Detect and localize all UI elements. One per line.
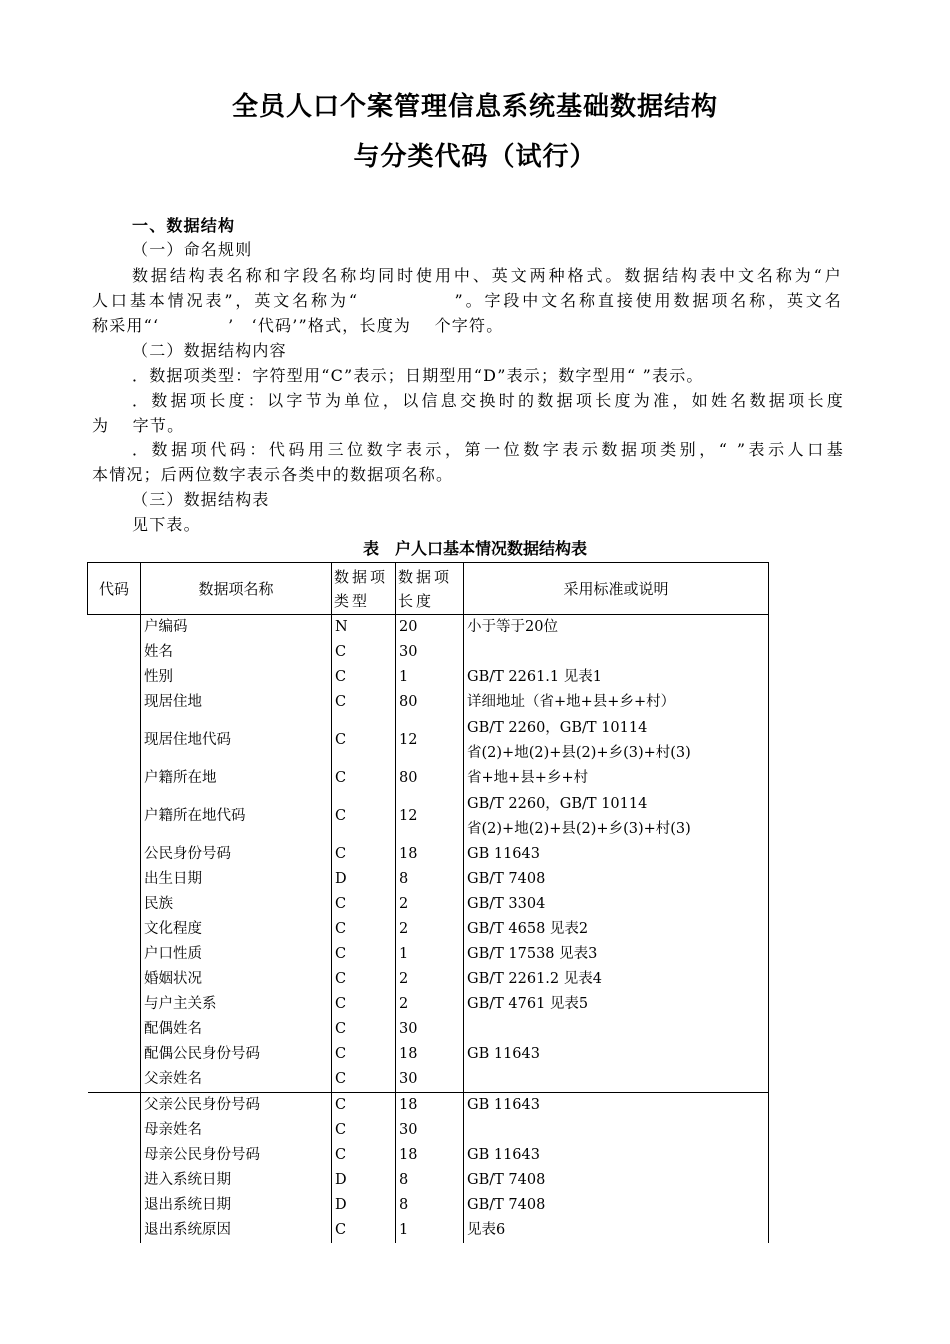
paragraph-naming-line1: 数据结构表名称和字段名称均同时使用中、英文两种格式。数据结构表中文名称为“户 (132, 266, 842, 285)
item-length-cell: 8 (396, 1168, 464, 1193)
item-note-cell (464, 640, 769, 665)
table-row (88, 1093, 769, 1119)
item-note-cell: 详细地址（省+地+县+乡+村） (464, 690, 769, 715)
header-item-length: 数据项长度 (396, 563, 464, 615)
table-row (88, 690, 769, 715)
table-row (88, 942, 769, 967)
item-type-cell: C (332, 1067, 396, 1093)
item-length-cell: 1 (396, 942, 464, 967)
item-type-cell: C (332, 1042, 396, 1067)
item-note-cell (464, 1017, 769, 1042)
paragraph-naming-line2: 人口基本情况表”，英文名称为“ ”。字段中文名称直接使用数据项名称，英文名 (92, 291, 842, 310)
code-cell (88, 1218, 141, 1243)
item-name-cell: 姓名 (141, 640, 332, 665)
paragraph-naming-line3: 称采用“‘ ’ ‘代码’”格式，长度为 个字符。 (92, 316, 504, 335)
table-row (88, 1118, 769, 1143)
item-name-cell: 母亲公民身份号码 (141, 1143, 332, 1168)
item-length-cell: 30 (396, 1067, 464, 1093)
item-note-cell: GB 11643 (464, 842, 769, 867)
item-type-cell: D (332, 1168, 396, 1193)
item-note-cell: GB/T 2261.2 见表4 (464, 967, 769, 992)
item-name-cell: 出生日期 (141, 867, 332, 892)
item-name-cell: 父亲姓名 (141, 1067, 332, 1093)
table-row (88, 1143, 769, 1168)
table-row (88, 1218, 769, 1243)
item-length-cell: 20 (396, 615, 464, 641)
item-length-cell: 12 (396, 791, 464, 842)
item-length-cell: 18 (396, 1093, 464, 1119)
header-code: 代码 (88, 563, 141, 615)
header-item-name: 数据项名称 (141, 563, 332, 615)
code-cell (88, 1143, 141, 1168)
item-note-cell: GB 11643 (464, 1143, 769, 1168)
header-item-type: 数据项类型 (332, 563, 396, 615)
item-length-cell: 30 (396, 1118, 464, 1143)
code-cell (88, 690, 141, 715)
item-type-cell: N (332, 615, 396, 641)
item-data-code-line2: 本情况；后两位数字表示各类中的数据项名称。 (92, 465, 454, 484)
subheading-structure-table: （三）数据结构表 (132, 490, 270, 509)
item-type-cell: C (332, 690, 396, 715)
item-note-cell: 小于等于20位 (464, 615, 769, 641)
table-row (88, 715, 769, 766)
item-note-cell: GB/T 4761 见表5 (464, 992, 769, 1017)
item-length-cell: 12 (396, 715, 464, 766)
table-row (88, 640, 769, 665)
table-row (88, 1017, 769, 1042)
item-name-cell: 户编码 (141, 615, 332, 641)
table-row (88, 766, 769, 791)
code-cell (88, 917, 141, 942)
table-row (88, 917, 769, 942)
table-body (88, 615, 769, 1244)
item-type-cell: D (332, 867, 396, 892)
table-row (88, 867, 769, 892)
item-length-cell: 1 (396, 1218, 464, 1243)
subheading-naming-rules: （一）命名规则 (132, 240, 253, 259)
item-note-cell: 见表6 (464, 1218, 769, 1243)
item-type-cell: C (332, 942, 396, 967)
item-length-cell: 80 (396, 690, 464, 715)
item-type-cell: C (332, 1017, 396, 1042)
item-length-cell: 18 (396, 1042, 464, 1067)
note-line: 省(2)+地(2)+县(2)+乡(3)+村(3) (467, 820, 691, 837)
table-row (88, 665, 769, 690)
item-length-cell: 1 (396, 665, 464, 690)
item-data-length-line2: 为 字节。 (92, 416, 185, 435)
code-cell (88, 842, 141, 867)
item-type-cell: C (332, 715, 396, 766)
item-name-cell: 退出系统日期 (141, 1193, 332, 1218)
item-name-cell: 配偶姓名 (141, 1017, 332, 1042)
item-data-type: ．数据项类型：字符型用“C”表示；日期型用“D”表示；数字型用“ ”表示。 (132, 366, 704, 385)
item-name-cell: 民族 (141, 892, 332, 917)
item-name-cell: 父亲公民身份号码 (141, 1093, 332, 1119)
see-below-text: 见下表。 (132, 515, 201, 534)
table-row (88, 1193, 769, 1218)
note-line: GB/T 2260，GB/T 10114 (467, 719, 648, 736)
code-cell (88, 1118, 141, 1143)
note-line: 省(2)+地(2)+县(2)+乡(3)+村(3) (467, 744, 691, 761)
item-name-cell: 母亲姓名 (141, 1118, 332, 1143)
item-note-cell: GB/T 3304 (464, 892, 769, 917)
code-cell (88, 1017, 141, 1042)
item-note-cell (464, 1118, 769, 1143)
item-data-code-line1: ．数据项代码：代码用三位数字表示，第一位数字表示数据项类别，“ ”表示人口基 (132, 440, 844, 459)
item-name-cell: 现居住地 (141, 690, 332, 715)
code-cell (88, 1093, 141, 1119)
subheading-structure-content: （二）数据结构内容 (132, 341, 287, 360)
code-cell (88, 640, 141, 665)
item-note-cell: GB 11643 (464, 1042, 769, 1067)
item-length-cell: 8 (396, 1193, 464, 1218)
table-row (88, 892, 769, 917)
item-name-cell: 户籍所在地代码 (141, 791, 332, 842)
item-name-cell: 现居住地代码 (141, 715, 332, 766)
code-cell (88, 791, 141, 842)
item-type-cell: C (332, 892, 396, 917)
code-cell (88, 1193, 141, 1218)
item-note-cell: GB/T 17538 见表3 (464, 942, 769, 967)
code-cell (88, 1042, 141, 1067)
table-header-row (88, 563, 769, 615)
item-note-cell (464, 1067, 769, 1093)
item-name-cell: 文化程度 (141, 917, 332, 942)
item-note-cell (464, 791, 769, 842)
table-row (88, 615, 769, 641)
document-subtitle: 与分类代码（试行） (353, 142, 597, 172)
code-cell (88, 766, 141, 791)
table-row (88, 842, 769, 867)
item-data-length-line1: ．数据项长度：以字节为单位，以信息交换时的数据项长度为准，如姓名数据项长度 (132, 391, 844, 410)
item-type-cell: C (332, 640, 396, 665)
item-note-cell: GB/T 7408 (464, 867, 769, 892)
table-row (88, 1042, 769, 1067)
item-name-cell: 性别 (141, 665, 332, 690)
item-name-cell: 户籍所在地 (141, 766, 332, 791)
code-cell (88, 615, 141, 641)
section-heading-data-structure: 一、数据结构 (132, 216, 236, 235)
code-cell (88, 715, 141, 766)
code-cell (88, 867, 141, 892)
code-cell (88, 967, 141, 992)
item-length-cell: 2 (396, 967, 464, 992)
item-note-cell: GB/T 2261.1 见表1 (464, 665, 769, 690)
data-structure-table (87, 562, 769, 1243)
table-row (88, 992, 769, 1017)
item-name-cell: 与户主关系 (141, 992, 332, 1017)
note-line: GB/T 2260，GB/T 10114 (467, 795, 648, 812)
table-caption: 表 户人口基本情况数据结构表 (362, 539, 587, 558)
item-note-cell: 省+地+县+乡+村 (464, 766, 769, 791)
code-cell (88, 1067, 141, 1093)
code-cell (88, 992, 141, 1017)
item-name-cell: 婚姻状况 (141, 967, 332, 992)
item-length-cell: 2 (396, 992, 464, 1017)
item-type-cell: C (332, 917, 396, 942)
item-type-cell: C (332, 665, 396, 690)
table-row (88, 791, 769, 842)
table-row (88, 1067, 769, 1093)
item-note-cell: GB/T 7408 (464, 1193, 769, 1218)
item-length-cell: 30 (396, 1017, 464, 1042)
table-row (88, 1168, 769, 1193)
item-length-cell: 8 (396, 867, 464, 892)
item-type-cell: C (332, 842, 396, 867)
item-note-cell: GB/T 7408 (464, 1168, 769, 1193)
item-type-cell: C (332, 1093, 396, 1119)
item-name-cell: 进入系统日期 (141, 1168, 332, 1193)
item-length-cell: 2 (396, 892, 464, 917)
item-type-cell: C (332, 1143, 396, 1168)
item-length-cell: 80 (396, 766, 464, 791)
code-cell (88, 1168, 141, 1193)
item-type-cell: C (332, 1218, 396, 1243)
item-name-cell: 配偶公民身份号码 (141, 1042, 332, 1067)
item-name-cell: 公民身份号码 (141, 842, 332, 867)
item-length-cell: 18 (396, 1143, 464, 1168)
item-note-cell (464, 715, 769, 766)
item-note-cell: GB 11643 (464, 1093, 769, 1119)
header-standard-note: 采用标准或说明 (464, 563, 769, 615)
item-length-cell: 18 (396, 842, 464, 867)
item-type-cell: C (332, 967, 396, 992)
table-row (88, 967, 769, 992)
code-cell (88, 942, 141, 967)
item-name-cell: 退出系统原因 (141, 1218, 332, 1243)
item-length-cell: 2 (396, 917, 464, 942)
item-type-cell: C (332, 766, 396, 791)
item-type-cell: D (332, 1193, 396, 1218)
item-length-cell: 30 (396, 640, 464, 665)
document-title: 全员人口个案管理信息系统基础数据结构 (231, 92, 718, 122)
item-type-cell: C (332, 1118, 396, 1143)
item-name-cell: 户口性质 (141, 942, 332, 967)
code-cell (88, 665, 141, 690)
code-cell (88, 892, 141, 917)
item-type-cell: C (332, 791, 396, 842)
item-type-cell: C (332, 992, 396, 1017)
item-note-cell: GB/T 4658 见表2 (464, 917, 769, 942)
